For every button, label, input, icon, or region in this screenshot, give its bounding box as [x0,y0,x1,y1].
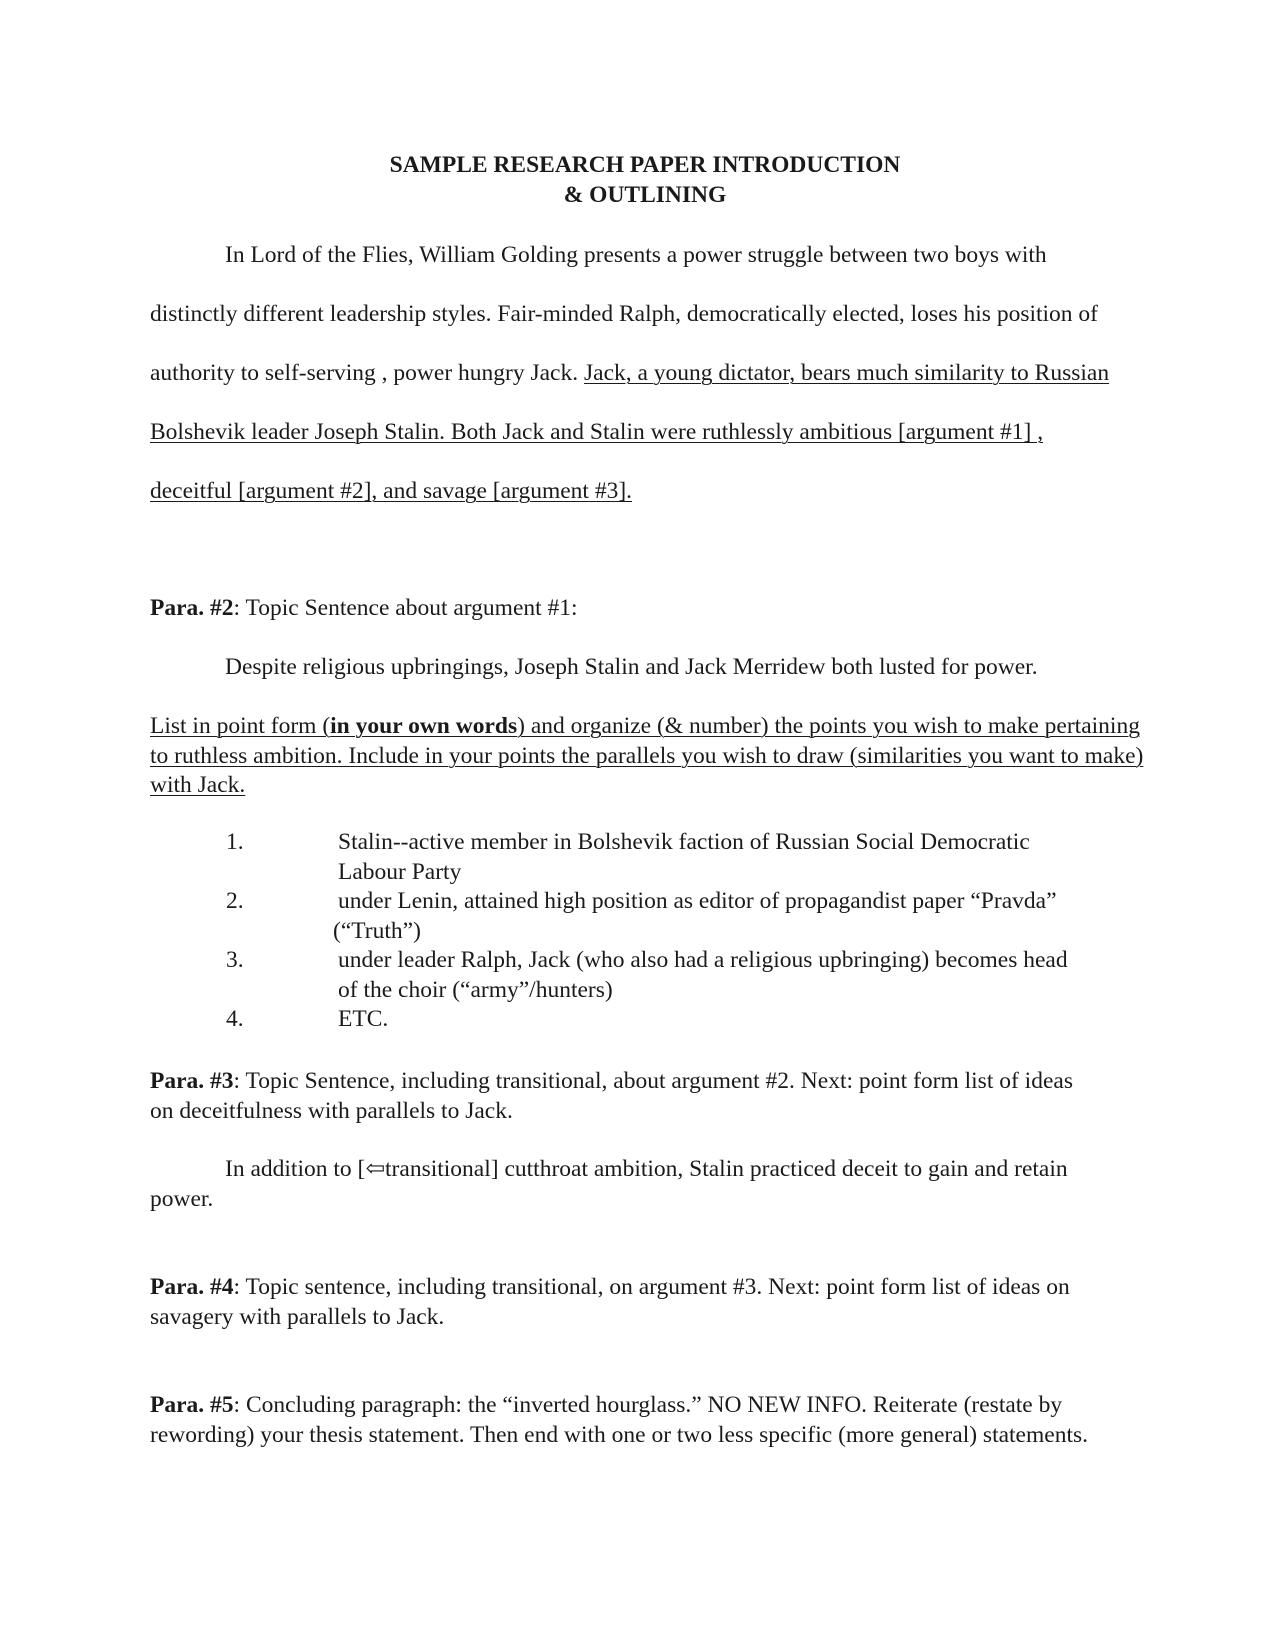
thesis-statement: Jack, a young dictator, bears much similarity to Russian Bolshevik leader Joseph Stalin. Both Jack and Stalin were ruthlessly ambitious [argument #1] , deceitful [argument #2], and savage [argument #3]. [150,360,1110,504]
list-item [150,1005,1140,1035]
para2-instructions [150,712,1150,801]
para2-instr-b: ) and organize (& number) the points you wish to make pertaining to ruthless ambition. Include in your points the parallels you wish to draw (similarities you want to make) with Jack. [150,713,1144,798]
para3-heading-text: : Topic Sentence, including transitional, about argument #2. Next: point form list of ideas on deceitfulness with parallels to Jack. [150,1068,1073,1124]
list-item-line1: under Lenin, attained high position as editor of propagandist paper “Pravda” [338,888,1057,914]
para2-heading [150,594,1140,624]
page-title [150,150,1140,210]
left-arrow-icon: ⇦ [365,1156,386,1182]
list-item [150,946,1140,1005]
para2-instr-a: List in point form ( [150,713,331,739]
list-item-number: 3. [226,947,244,973]
list-item-line2: of the choir (“army”/hunters) [338,976,613,1003]
list-item-line2: (“Truth”) [333,917,421,944]
list-item [150,887,1140,946]
para2-instr-bold: in your own words [330,713,518,739]
list-item [150,828,1140,887]
para4-heading-text: : Topic sentence, including transitional, on argument #3. Next: point form list of ideas on savagery with parallels to Jack. [150,1274,1070,1330]
list-item-line1: Stalin--active member in Bolshevik faction of Russian Social Democratic [338,829,1030,855]
intro-text: In Lord of the Flies, William Golding presents a power struggle between two boys with distinctly different leadership styles. Fair-minded Ralph, democratically elected, loses his position of authority to self-serving , power hungry Jack. [150,242,1099,386]
title-line-2: & OUTLINING [563,182,727,208]
para4-heading [150,1273,1120,1332]
para3-example-a: In addition to [ [225,1156,366,1182]
para2-heading-text: : Topic Sentence about argument #1: [233,595,578,621]
para2-topic-sentence: Despite religious upbringings, Joseph Stalin and Jack Merridew both lusted for power. [225,654,1038,680]
para5-label: Para. #5 [150,1392,234,1418]
para5-heading [150,1391,1115,1450]
para2-label: Para. #2 [150,595,234,621]
list-item-number: 4. [226,1006,244,1032]
list-item-number: 2. [226,888,244,914]
list-item-line1: ETC. [338,1006,389,1032]
para4-label: Para. #4 [150,1274,234,1300]
para3-label: Para. #3 [150,1068,234,1094]
para5-heading-text: : Concluding paragraph: the “inverted hourglass.” NO NEW INFO. Reiterate (restate by rewording) your thesis statement. Then end with one or two less specific (more general) statements. [150,1392,1088,1448]
list-item-line2: Labour Party [338,858,462,885]
list-item-line1: under leader Ralph, Jack (who also had a religious upbringing) becomes head [338,947,1068,973]
para3-example-b: transitional] cutthroat ambition, Stalin practiced deceit to gain and retain power. [150,1156,1068,1212]
para3-example [150,1155,1095,1214]
list-item-number: 1. [226,829,244,855]
intro-paragraph [150,226,1110,521]
para3-heading [150,1067,1095,1126]
para2-point-list [150,828,1140,1035]
title-line-1: SAMPLE RESEARCH PAPER INTRODUCTION [389,152,901,178]
